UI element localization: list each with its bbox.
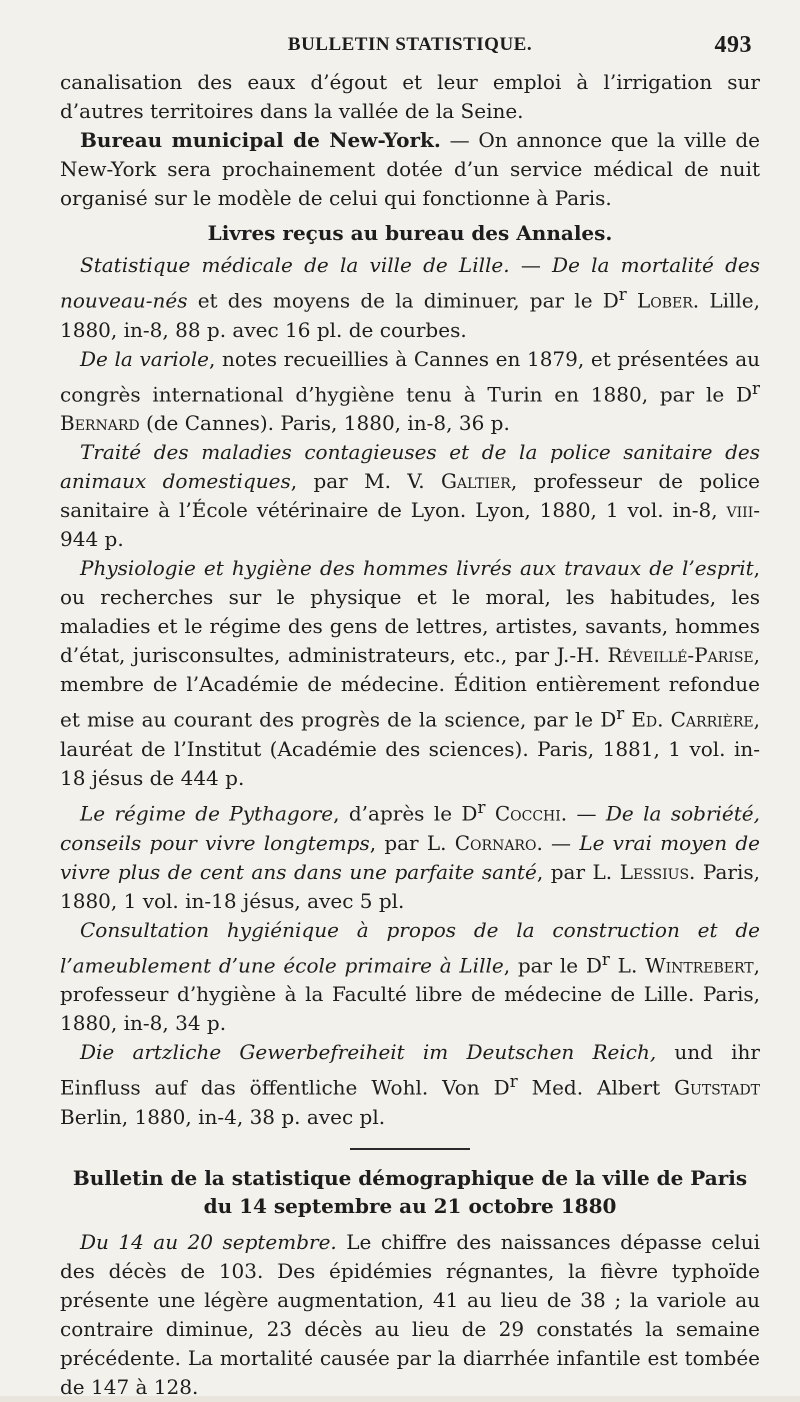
section-divider — [350, 1148, 470, 1150]
book-1-title: Statistique médicale de la ville de Lille. — [80, 253, 510, 277]
book-3-author: Galtier — [440, 469, 511, 494]
book-4-author: Réveillé-Parise — [607, 643, 754, 668]
book-3-title: Traité des maladies contagieuses et de la police sanitaire des animaux domestiques — [60, 440, 760, 494]
book-5-title-1: Le régime de Pythagore — [80, 801, 334, 826]
book-3-text-a: , par M. V. — [290, 469, 441, 494]
running-title: BULLETIN STATISTIQUE. — [287, 34, 533, 55]
week-summary-text: Le chiffre des naissances dépasse celui des décès de 103. Des épidémies régnantes, la fièvre typhoïde présente une légère augmentation, 41 au lieu de 38 ; la variole au contraire diminue, 23 décès au lieu de 29 constatés la semaine précédente. La mortalité causée par la diarrhée infantile est tombée de 147 à 128. — [60, 1229, 760, 1399]
book-6-text-b: , professeur d’hygiène à la Faculté libre de médecine de Lille. Paris, 1880, in-8, 34 p. — [60, 953, 761, 1036]
book-6-text-a: , par le D — [503, 953, 602, 978]
new-york-text: — On annonce que la ville de New-York sera prochainement dotée d’un service médical de nuit organisé sur le modèle de celui qui fonctionne à Paris. — [60, 128, 760, 210]
book-3-text-c: -944 p. — [60, 498, 760, 552]
book-4-text-b: , membre de l’Académie de médecine. Édition entièrement refondue et mise au courant des progrès de la science, par le D — [60, 643, 760, 732]
book-5-text-b: . — — [560, 801, 606, 826]
book-6-author: L. Wintrebert — [609, 953, 754, 978]
paragraph-week-summary — [60, 1228, 760, 1402]
book-5-sup: r — [477, 797, 486, 817]
paragraph-canalisation — [60, 68, 760, 126]
bulletin-title — [60, 1164, 760, 1220]
section-title-books: Livres reçus au bureau des Annales. — [207, 221, 613, 245]
book-5-text-e: , par L. — [536, 859, 620, 884]
book-2-text-b: (de Cannes). Paris, 1880, in-8, 36 p. — [139, 411, 510, 436]
book-4-sup: r — [616, 704, 625, 724]
book-4-title: Physiologie et hygiène des hommes livrés aux travaux de l’esprit — [80, 556, 754, 581]
book-4-editor: Ed. Carrière — [624, 707, 754, 732]
page-number: 493 — [714, 32, 752, 58]
book-5-text-a: , d’après le D — [333, 801, 478, 826]
book-entry-5 — [60, 793, 760, 916]
book-5-title-2: De la sobriété, conseils pour vivre longtemps — [60, 801, 760, 855]
book-5-author-2: Cornaro — [454, 830, 537, 855]
book-2-sup: r — [752, 378, 760, 398]
paragraph-new-york — [60, 126, 760, 213]
book-7-text-a: und ihr Einfluss auf das öffentliche Wohl. Von D — [60, 1040, 760, 1100]
bulletin-title-line-1: Bulletin de la statistique démographique de la ville de Paris — [72, 1165, 748, 1190]
book-1-author: Lober — [626, 288, 693, 313]
book-5-text-d: . — — [536, 830, 580, 855]
book-5-text-c: , par L. — [369, 830, 455, 855]
book-7-sup: r — [509, 1072, 518, 1092]
book-1-subtitle: De la mortalité des nouveau-nés — [60, 253, 761, 313]
book-7-text-b: Med. Albert — [517, 1075, 675, 1100]
book-2-text-a: , notes recueillies à Cannes en 1879, et présentées au congrès international d’hygiène tenu à Turin en 1880, par le D — [60, 346, 761, 407]
book-5-title-3: Le vrai moyen de vivre plus de cent ans dans une parfaite santé — [60, 830, 761, 884]
book-1-text-c: . Lille, 1880, in-8, 88 p. avec 16 pl. de courbes. — [60, 288, 760, 342]
book-1-sup: r — [618, 285, 627, 304]
book-entry-6 — [60, 916, 760, 1039]
book-7-title: Die artzliche Gewerbefreiheit im Deutschen Reich, — [80, 1040, 657, 1065]
book-1-text-a: — — [509, 253, 553, 277]
week-dates: Du 14 au 20 septembre. — [80, 1229, 337, 1254]
book-5-author-3: Lessius — [619, 859, 690, 884]
book-6-title: Consultation hygiénique à propos de la construction et de l’ameublement d’une école primaire à Lille — [60, 917, 760, 978]
book-1-text-b: et des moyens de la diminuer, par le D — [187, 288, 619, 313]
running-header — [60, 34, 760, 68]
book-5-author-1: Cocchi — [485, 801, 561, 826]
book-3-text-b: , professeur de police sanitaire à l’École vétérinaire de Lyon. Lyon, 1880, 1 vol. in-8, — [60, 469, 760, 523]
book-4-text-c: , lauréat de l’Institut (Académie des sciences). Paris, 1881, 1 vol. in-18 jésus de 444 p. — [60, 707, 760, 790]
book-entry-4 — [60, 554, 760, 793]
book-4-text-a: , ou recherches sur le physique et le moral, les habitudes, les maladies et le régime des gens de lettres, artistes, savants, hommes d’état, jurisconsultes, administrateurs, etc., par J.-H. — [60, 556, 760, 668]
paragraph-canalisation-text: canalisation des eaux d’égout et leur emploi à l’irrigation sur d’autres territoires dans la vallée de la Seine. — [60, 70, 760, 123]
book-7-text-c: Berlin, 1880, in-4, 38 p. avec pl. — [60, 1104, 386, 1129]
book-3-roman: viii — [726, 498, 754, 523]
body-text — [60, 68, 760, 1402]
book-entry-1 — [60, 251, 760, 345]
book-6-sup: r — [601, 949, 610, 969]
book-2-author: Bernard — [60, 411, 140, 436]
book-2-title: De la variole — [80, 346, 209, 371]
book-entry-3 — [60, 438, 760, 554]
bulletin-title-line-2: du 14 septembre au 21 octobre 1880 — [203, 1193, 617, 1218]
book-entry-2 — [60, 345, 760, 439]
book-5-text-f: . Paris, 1880, 1 vol. in-18 jésus, avec 5 pl. — [60, 859, 760, 913]
new-york-heading: Bureau municipal de New-York. — [80, 128, 441, 152]
book-7-author: Gutstadt — [674, 1075, 761, 1100]
book-entry-7 — [60, 1038, 760, 1132]
